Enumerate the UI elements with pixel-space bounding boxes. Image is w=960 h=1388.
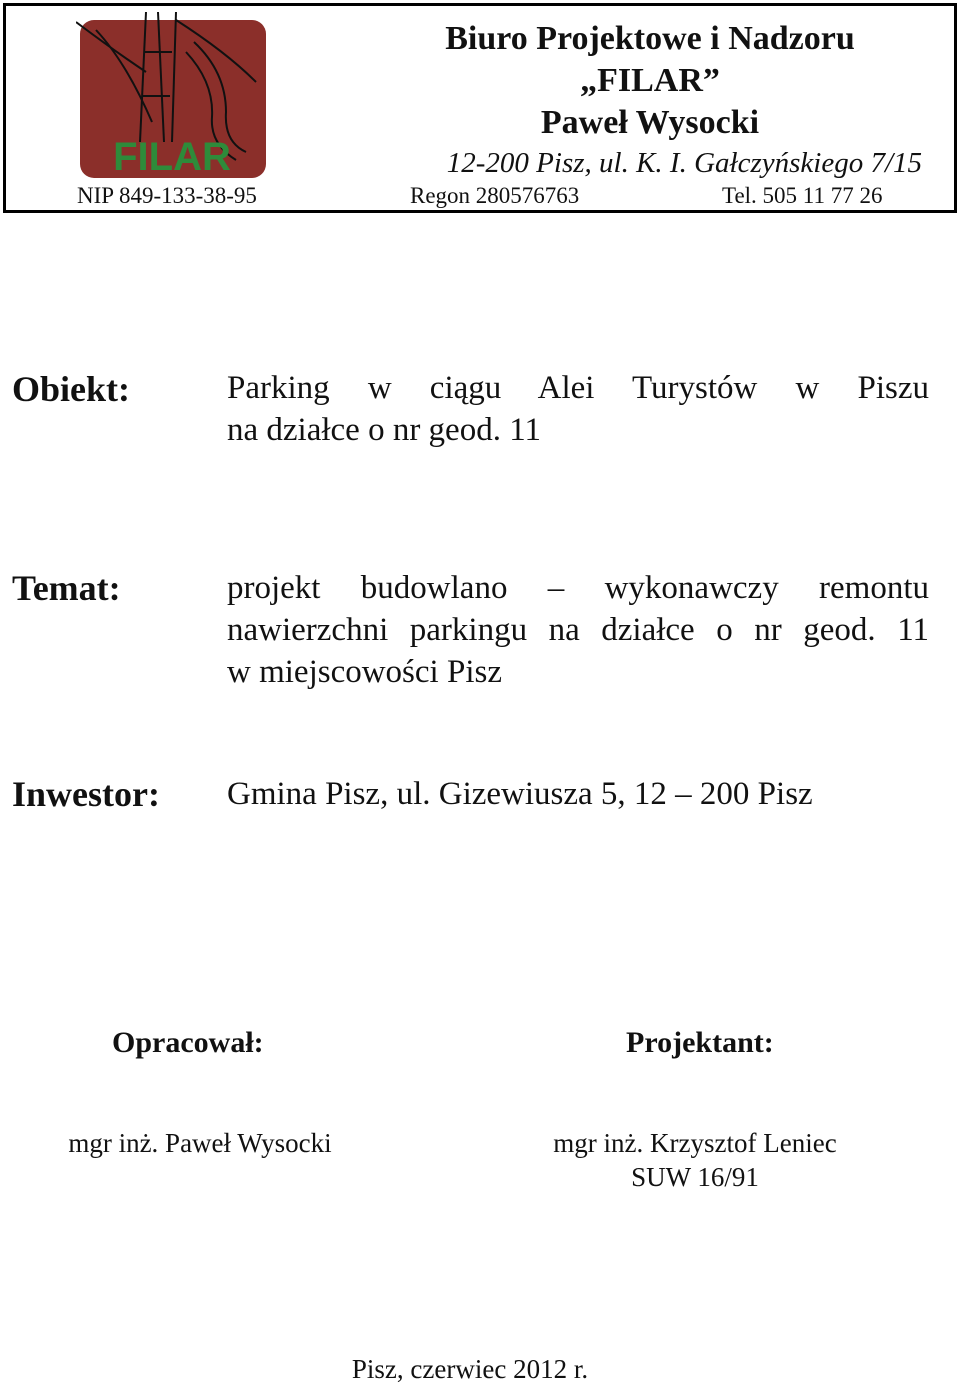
place-date: Pisz, czerwiec 2012 r. bbox=[351, 1354, 589, 1384]
inwestor-value: Gmina Pisz, ul. Gizewiusza 5, 12 – 200 Pisz bbox=[227, 776, 813, 812]
firm-owner: Paweł Wysocki bbox=[540, 104, 760, 141]
obiekt-line: Parking w ciągu Alei Turystów w Piszu bbox=[227, 370, 929, 406]
inwestor-label: Inwestor: bbox=[12, 774, 160, 814]
firm-short-name: „FILAR” bbox=[580, 62, 720, 99]
opracowal-label: Opracował: bbox=[112, 1026, 264, 1059]
phone-number: Tel. 505 11 77 26 bbox=[722, 183, 883, 208]
projektant-license: SUW 16/91 bbox=[631, 1162, 759, 1192]
obiekt-label: Obiekt: bbox=[12, 369, 131, 409]
temat-line: w miejscowości Pisz bbox=[227, 654, 502, 690]
temat-line: projekt budowlano – wykonawczy remontu bbox=[227, 570, 929, 606]
firm-block bbox=[360, 18, 940, 182]
firm-address: 12-200 Pisz, ul. K. I. Gałczyńskiego 7/15 bbox=[446, 147, 922, 179]
obiekt-value bbox=[227, 367, 929, 451]
nip-number: NIP 849-133-38-95 bbox=[77, 183, 257, 208]
regon-number: Regon 280576763 bbox=[410, 183, 580, 208]
logo-text: FILAR bbox=[113, 135, 231, 179]
firm-name: Biuro Projektowe i Nadzoru bbox=[445, 20, 855, 57]
temat-line: nawierzchni parkingu na działce o nr geod. 11 bbox=[227, 612, 929, 648]
temat-label: Temat: bbox=[12, 568, 121, 608]
opracowal-name: mgr inż. Paweł Wysocki bbox=[68, 1128, 332, 1158]
projektant-label: Projektant: bbox=[626, 1026, 774, 1059]
temat-value bbox=[227, 567, 929, 693]
filar-logo bbox=[76, 12, 268, 182]
projektant-name: mgr inż. Krzysztof Leniec bbox=[553, 1128, 837, 1158]
obiekt-line: na działce o nr geod. 11 bbox=[227, 412, 541, 448]
